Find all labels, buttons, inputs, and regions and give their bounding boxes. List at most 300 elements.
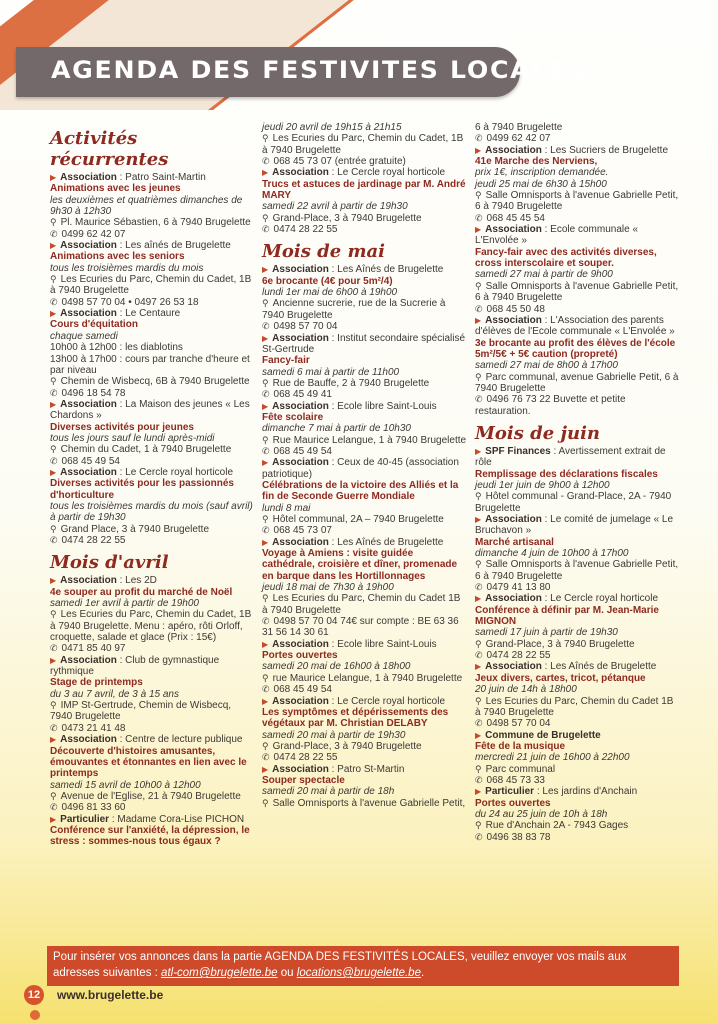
event-date: prix 1€, inscription demandée.	[475, 167, 609, 179]
phone-text: 0499 62 42 07	[486, 133, 551, 145]
phone-text: 0474 28 22 55	[273, 752, 338, 764]
event-location	[50, 791, 255, 802]
location-pin-icon: ⚲	[475, 559, 482, 570]
event-entry	[50, 308, 255, 399]
location-text: Grand-Place, 3 à 7940 Brugelette	[272, 740, 422, 752]
event-entry	[262, 764, 467, 809]
event-title: Stage de printemps	[50, 677, 143, 689]
event-date: du 3 au 7 avril, de 3 à 15 ans	[50, 688, 179, 700]
event-title: Fancy-fair avec des activités diverses, cross interscolaire et souper.	[475, 246, 657, 270]
location-text: Pl. Maurice Sébastien, 6 à 7940 Brugelette	[60, 217, 251, 229]
event-phone	[475, 775, 680, 786]
event-detail: 6 à 7940 Brugelette	[475, 122, 563, 133]
organizer-type: Association	[485, 224, 542, 236]
event-phone	[50, 723, 255, 734]
bullet-triangle-icon: ▶	[475, 315, 482, 325]
event-phone	[475, 304, 680, 315]
bullet-triangle-icon: ▶	[262, 265, 269, 275]
phone-icon: ✆	[50, 535, 58, 545]
phone-text: 0498 57 70 04	[273, 321, 338, 333]
column-3	[475, 122, 680, 843]
event-entry	[262, 639, 467, 696]
event-entry	[475, 315, 680, 417]
event-date: du 24 au 25 juin de 10h à 18h	[475, 808, 608, 820]
event-entry	[262, 333, 467, 401]
organizer-name: : Ecole libre Saint-Louis	[328, 400, 437, 412]
event-entry	[262, 167, 467, 235]
event-title: Diverses activités pour jeunes	[50, 421, 194, 433]
organizer-name: : Les jardins d'Anchain	[534, 786, 638, 798]
event-title: Fête scolaire	[262, 411, 324, 423]
event-phone	[262, 616, 467, 639]
organizer-line	[50, 655, 255, 678]
location-pin-icon: ⚲	[475, 371, 482, 382]
organizer-type: Association	[60, 308, 117, 320]
event-entry	[475, 224, 680, 315]
event-date: dimanche 4 juin de 10h00 à 17h00	[475, 548, 629, 560]
location-text: Les Ecuries du Parc, Chemin du Cadet 1B à 7940 Brugelette	[262, 593, 461, 616]
location-text: Rue d'Anchain 2A - 7943 Gages	[485, 820, 629, 832]
footer-or: ou	[280, 967, 294, 979]
event-title: Fancy-fair	[262, 355, 310, 367]
event-date: chaque samedi	[50, 330, 118, 342]
phone-icon: ✆	[262, 445, 270, 456]
event-entry	[50, 467, 255, 546]
organizer-line	[475, 446, 680, 469]
location-text: Les Ecuries du Parc, Chemin du Cadet, 1B à 7940 Brugelette. Menu : apéro, rôti Orloff, croquette, salade et glace (Prix : 15€)	[50, 609, 252, 644]
location-pin-icon: ⚲	[475, 695, 482, 706]
column-2	[262, 122, 467, 809]
event-location	[50, 376, 255, 387]
organizer-name: : Patro Saint-Martin	[116, 172, 206, 183]
location-text: Grand Place, 3 à 7940 Brugelette	[60, 523, 210, 535]
event-date: samedi 20 mai de 16h00 à 18h00	[262, 661, 411, 673]
phone-icon: ✆	[262, 616, 270, 627]
location-pin-icon: ⚲	[50, 376, 57, 387]
phone-icon: ✆	[475, 718, 483, 729]
organizer-type: Association	[272, 638, 329, 650]
organizer-type: Association	[60, 398, 117, 410]
organizer-line	[262, 764, 467, 775]
event-location	[475, 696, 680, 719]
event-location	[50, 274, 255, 297]
event-date: tous les jours sauf le lundi après-midi	[50, 432, 215, 444]
event-entry	[262, 696, 467, 764]
organizer-name: : Club de gymnastique rythmique	[50, 654, 220, 678]
organizer-line	[50, 172, 255, 183]
bullet-triangle-icon: ▶	[262, 696, 269, 706]
organizer-name: : Les Aînés de Brugelette	[328, 264, 444, 276]
event-phone	[475, 582, 680, 593]
bullet-triangle-icon: ▶	[475, 225, 482, 235]
event-date: 20 juin de 14h à 18h00	[475, 684, 577, 696]
event-location	[475, 372, 680, 395]
section-heading: Mois de mai	[262, 241, 386, 263]
event-phone	[50, 229, 255, 240]
organizer-name: : Le Centaure	[116, 308, 181, 320]
event-phone	[50, 456, 255, 467]
event-title: 4e souper au profit du marché de Noël	[50, 586, 233, 598]
bullet-triangle-icon: ▶	[50, 814, 57, 824]
event-title: Trucs et astuces de jardinage par M. André MARY	[262, 178, 466, 202]
event-title: Diverses activités pour les passionnés d'horticulture	[50, 478, 234, 501]
bullet-triangle-icon: ▶	[262, 458, 269, 468]
phone-icon: ✆	[475, 831, 483, 842]
event-date: jeudi 18 mai de 7h30 à 19h00	[262, 582, 394, 594]
organizer-name: : Les Sucriers de Brugelette	[541, 144, 669, 156]
organizer-line	[50, 814, 255, 825]
section-heading: Activités récurrentes	[50, 128, 169, 170]
event-title: Conférence à définir par M. Jean-Marie MIGNON	[475, 604, 659, 628]
location-pin-icon: ⚲	[262, 740, 269, 751]
organizer-line	[50, 467, 255, 478]
phone-icon: ✆	[475, 133, 483, 144]
organizer-line	[262, 537, 467, 548]
phone-text: 068 45 73 07 (entrée gratuite)	[273, 156, 406, 168]
location-pin-icon: ⚲	[262, 514, 269, 524]
location-text: Chemin de Wisbecq, 6B à 7940 Brugelette	[60, 376, 250, 388]
organizer-line	[262, 401, 467, 412]
location-text: Les Ecuries du Parc, Chemin du Cadet, 1B à 7940 Brugelette	[262, 133, 464, 156]
organizer-name: : Madame Cora-Lise PICHON	[109, 813, 245, 825]
location-pin-icon: ⚲	[475, 491, 482, 502]
location-pin-icon: ⚲	[475, 638, 482, 649]
title-banner	[16, 47, 588, 97]
location-pin-icon: ⚲	[50, 444, 57, 455]
event-phone	[50, 802, 255, 813]
location-text: Salle Omnisports à l'avenue Gabrielle Petit, 6 à 7940 Brugelette	[475, 190, 679, 213]
event-date: samedi 20 mai à partir de 19h30	[262, 729, 406, 741]
event-location	[475, 820, 680, 831]
event-date: lundi 1er mai de 6h00 à 19h00	[262, 287, 398, 299]
phone-text: 0498 57 70 04 74€ sur compte : BE 63 36 31 56 14 30 61	[262, 616, 459, 639]
location-text: Chemin du Cadet, 1 à 7940 Brugelette	[60, 444, 232, 456]
event-title: Portes ouvertes	[475, 797, 551, 809]
location-text: Les Ecuries du Parc, Chemin du Cadet, 1B à 7940 Brugelette	[50, 274, 252, 297]
organizer-type: Association	[272, 264, 329, 276]
location-pin-icon: ⚲	[262, 797, 269, 808]
event-location	[262, 673, 467, 684]
organizer-line	[262, 264, 467, 275]
location-pin-icon: ⚲	[262, 593, 269, 604]
event-entry	[475, 446, 680, 514]
event-location	[50, 444, 255, 455]
location-pin-icon: ⚲	[50, 790, 57, 801]
organizer-type: Association	[485, 144, 542, 156]
phone-text: 0474 28 22 55	[486, 650, 551, 662]
location-pin-icon: ⚲	[50, 523, 57, 534]
location-pin-icon: ⚲	[262, 133, 269, 144]
event-location	[475, 190, 680, 213]
event-entry	[50, 240, 255, 308]
organizer-line	[50, 240, 255, 251]
bullet-triangle-icon: ▶	[50, 576, 57, 586]
event-title: Portes ouvertes	[262, 650, 338, 662]
event-date: samedi 27 mai de 8h00 à 17h00	[475, 360, 618, 372]
phone-icon: ✆	[262, 224, 270, 235]
event-phone	[262, 224, 467, 235]
location-text: Avenue de l'Eglise, 21 à 7940 Brugelette	[60, 790, 241, 802]
phone-icon: ✆	[50, 296, 58, 307]
event-location	[50, 217, 255, 228]
event-phone	[475, 213, 680, 224]
location-pin-icon: ⚲	[262, 298, 269, 309]
organizer-type: Association	[272, 536, 329, 548]
organizer-name: : Le Cercle royal horticole	[328, 167, 446, 179]
phone-icon: ✆	[475, 650, 483, 661]
phone-icon: ✆	[475, 394, 483, 405]
organizer-type: Association	[60, 575, 117, 587]
phone-icon: ✆	[50, 722, 58, 733]
phone-icon: ✆	[50, 802, 58, 813]
event-location	[262, 435, 467, 446]
organizer-type: Association	[60, 734, 117, 746]
event-entry	[262, 122, 467, 167]
event-date: samedi 6 mai à partir de 11h00	[262, 366, 400, 378]
location-pin-icon: ⚲	[262, 434, 269, 445]
organizer-type: Association	[60, 654, 117, 666]
phone-icon: ✆	[475, 582, 483, 593]
phone-text: 0496 38 83 78	[486, 831, 551, 843]
organizer-type: Association	[485, 514, 542, 525]
location-text: Grand-Place, 3 à 7940 Brugelette	[272, 212, 422, 224]
event-date: samedi 27 mai à partir de 9h00	[475, 269, 613, 281]
event-title: 6e brocante (4€ pour 5m²/4)	[262, 275, 393, 287]
location-pin-icon: ⚲	[262, 212, 269, 223]
event-location	[262, 593, 467, 616]
bullet-triangle-icon: ▶	[262, 639, 269, 649]
event-location	[475, 491, 680, 514]
location-pin-icon: ⚲	[262, 672, 269, 683]
bullet-triangle-icon: ▶	[50, 467, 57, 477]
event-phone	[262, 525, 467, 536]
phone-icon: ✆	[475, 303, 483, 314]
organizer-name: : Le Cercle royal horticole	[328, 695, 446, 707]
organizer-name: : Les Aînés de Brugelette	[541, 661, 657, 673]
event-detail: 10h00 à 12h00 : les diablotins	[50, 342, 183, 354]
section-heading: Mois de juin	[475, 422, 600, 444]
location-text: Hôtel communal - Grand-Place, 2A - 7940 Brugelette	[475, 491, 672, 514]
phone-text: 0474 28 22 55	[61, 535, 126, 546]
organizer-name: : L'Association des parents d'élèves de l'Ecole communale « L'Envolée »	[475, 314, 675, 338]
organizer-type: Association	[272, 763, 329, 775]
event-entry	[262, 537, 467, 639]
footer-email-2[interactable]: locations@brugelette.be	[296, 967, 421, 979]
bullet-triangle-icon: ▶	[475, 594, 482, 604]
organizer-type: Particulier	[60, 813, 110, 825]
event-title: Marché artisanal	[475, 536, 554, 548]
location-pin-icon: ⚲	[475, 820, 482, 831]
phone-text: 0498 57 70 04 • 0497 26 53 18	[61, 296, 199, 308]
bullet-triangle-icon: ▶	[50, 655, 57, 665]
event-phone	[475, 718, 680, 729]
organizer-line	[50, 399, 255, 422]
organizer-line	[262, 167, 467, 178]
event-phone	[50, 388, 255, 399]
event-title: Conférence sur l'anxiété, la dépression, le stress : sommes-nous tous égaux ?	[50, 824, 250, 848]
event-title: Voyage à Amiens : visite guidée cathédrale, croisière et dîner, promenade en barque dans les Hortillonnages	[262, 548, 458, 582]
event-date: dimanche 7 mai à partir de 10h30	[262, 423, 411, 435]
phone-text: 0498 57 70 04	[486, 718, 551, 730]
organizer-name: : Ceux de 40-45 (association patriotique)	[262, 457, 459, 480]
event-date: mercredi 21 juin de 16h00 à 22h00	[475, 752, 630, 764]
event-location	[262, 798, 467, 809]
organizer-name: : Centre de lecture publique	[116, 734, 243, 746]
organizer-type: Association	[272, 167, 329, 179]
bullet-triangle-icon: ▶	[262, 333, 269, 343]
bullet-triangle-icon: ▶	[262, 168, 269, 178]
organizer-line	[262, 333, 467, 356]
organizer-line	[475, 593, 680, 604]
event-location	[262, 378, 467, 389]
location-text: rue Maurice Lelangue, 1 à 7940 Brugelette	[272, 672, 463, 684]
organizer-type: SPF Finances	[485, 445, 551, 457]
organizer-name: : Les 2D	[116, 575, 157, 587]
bullet-triangle-icon: ▶	[50, 309, 57, 319]
bullet-triangle-icon: ▶	[475, 730, 482, 740]
location-text: Salle Omnisports à l'avenue Gabrielle Petit, 6 à 7940 Brugelette	[475, 280, 679, 304]
organizer-line	[475, 661, 680, 672]
page-title: AGENDA DES FESTIVITES LOCALES	[51, 56, 588, 84]
organizer-name: : Patro St-Martin	[328, 763, 405, 775]
organizer-name: : Ecole libre Saint-Louis	[328, 638, 437, 650]
organizer-type: Association	[60, 466, 117, 478]
phone-icon: ✆	[262, 321, 270, 332]
phone-text: 0473 21 41 48	[61, 722, 126, 734]
event-entry	[475, 514, 680, 593]
phone-icon: ✆	[50, 643, 58, 654]
event-entry	[262, 401, 467, 458]
event-title: 41e Marche des Nerviens,	[475, 156, 598, 168]
event-location	[50, 609, 255, 643]
event-phone	[475, 832, 680, 843]
event-entry	[475, 145, 680, 224]
bullet-triangle-icon: ▶	[262, 537, 269, 547]
event-entry	[50, 734, 255, 813]
organizer-name: : Le comité de jumelage « Le Bruchavon »	[475, 514, 674, 537]
event-phone	[50, 535, 255, 546]
event-phone	[50, 643, 255, 654]
event-date: samedi 22 avril à partir de 19h30	[262, 201, 408, 213]
event-entry	[475, 730, 680, 787]
phone-icon: ✆	[50, 228, 58, 239]
event-entry	[475, 661, 680, 729]
event-date: jeudi 20 avril de 19h15 à 21h15	[262, 122, 402, 133]
organizer-line	[475, 145, 680, 156]
event-phone	[262, 446, 467, 457]
event-phone	[262, 321, 467, 332]
bullet-triangle-icon: ▶	[262, 764, 269, 774]
organizer-line	[50, 734, 255, 745]
footer-text: Pour insérer vos annonces dans la partie AGENDA DES FESTIVITÉS LOCALES, veuillez envoyer vos mails aux adresses suivantes :	[53, 951, 627, 979]
organizer-line	[50, 575, 255, 586]
event-phone	[262, 156, 467, 167]
location-text: Rue Maurice Lelangue, 1 à 7940 Brugelette	[272, 434, 467, 446]
event-phone	[475, 394, 680, 417]
location-text: Salle Omnisports à l'avenue Gabrielle Petit, 6 à 7940 Brugelette	[475, 559, 679, 582]
location-pin-icon: ⚲	[50, 217, 57, 228]
event-date: samedi 15 avril de 10h00 à 12h00	[50, 779, 201, 791]
organizer-line	[262, 639, 467, 650]
event-phone	[262, 752, 467, 763]
organizer-type: Association	[485, 314, 542, 326]
event-entry	[262, 457, 467, 536]
event-entry	[50, 399, 255, 467]
event-entry	[262, 264, 467, 332]
event-location	[262, 298, 467, 321]
organizer-type: Association	[485, 593, 542, 605]
organizer-type: Association	[272, 695, 329, 707]
event-title: Découverte d'histoires amusantes, émouvantes et étonnantes en lien avec le printemps	[50, 745, 247, 780]
bullet-triangle-icon: ▶	[475, 446, 482, 456]
event-entry	[50, 575, 255, 654]
bullet-triangle-icon: ▶	[50, 173, 57, 182]
organizer-line	[475, 730, 680, 741]
phone-text: 0499 62 42 07	[61, 228, 126, 240]
event-entry	[50, 814, 255, 848]
organizer-line	[475, 224, 680, 247]
bullet-triangle-icon: ▶	[50, 399, 57, 409]
footer-notice	[47, 946, 679, 986]
phone-text: 0496 81 33 60	[61, 802, 126, 814]
location-text: Parc communal, avenue Gabrielle Petit, 6 à 7940 Brugelette	[475, 371, 679, 394]
event-title: Jeux divers, cartes, tricot, pétanque	[475, 672, 646, 684]
event-date: lundi 8 mai	[262, 502, 311, 514]
organizer-type: Association	[60, 172, 117, 183]
organizer-type: Association	[272, 332, 329, 344]
phone-text: 068 45 49 54	[273, 445, 332, 457]
event-date: jeudi 1er juin de 9h00 à 12h00	[475, 479, 610, 491]
bullet-triangle-icon: ▶	[475, 787, 482, 797]
event-phone	[475, 133, 680, 144]
event-title: 3e brocante au profit des élèves de l'école 5m²/5€ + 5€ caution (propreté)	[475, 337, 676, 360]
event-title: Les symptômes et dépérissements des végétaux par M. Christian DELABY	[262, 706, 449, 730]
event-entry	[475, 593, 680, 661]
event-location	[262, 213, 467, 224]
event-location	[50, 524, 255, 535]
event-location	[50, 700, 255, 723]
event-location	[475, 764, 680, 775]
event-entry	[475, 122, 680, 145]
footer-email-1[interactable]: atl-com@brugelette.be	[161, 967, 278, 979]
phone-text: 0471 85 40 97	[61, 643, 126, 655]
page-number: 12	[24, 985, 44, 1005]
organizer-name: : Les aînés de Brugelette	[116, 240, 231, 252]
event-phone	[50, 297, 255, 308]
phone-icon: ✆	[475, 212, 483, 223]
event-date: samedi 17 juin à partir de 19h30	[475, 627, 618, 639]
bullet-triangle-icon: ▶	[475, 515, 482, 524]
organizer-name: : Institut secondaire spécialisé St-Gertrude	[262, 332, 466, 355]
event-title: Remplissage des déclarations fiscales	[475, 468, 658, 480]
bullet-triangle-icon: ▶	[50, 241, 57, 251]
website-link[interactable]: www.brugelette.be	[57, 988, 164, 1002]
phone-text: 0474 28 22 55	[273, 224, 338, 236]
phone-icon: ✆	[262, 684, 270, 695]
event-location	[475, 639, 680, 650]
phone-icon: ✆	[50, 387, 58, 398]
location-pin-icon: ⚲	[50, 700, 57, 711]
phone-icon: ✆	[475, 774, 483, 785]
organizer-line	[475, 514, 680, 537]
bullet-triangle-icon: ▶	[50, 735, 57, 745]
phone-icon: ✆	[262, 156, 270, 167]
event-title: Souper spectacle	[262, 774, 345, 786]
organizer-type: Association	[485, 661, 542, 673]
column-1	[50, 122, 255, 848]
event-date: samedi 1er avril à partir de 19h00	[50, 598, 199, 610]
event-phone	[475, 650, 680, 661]
